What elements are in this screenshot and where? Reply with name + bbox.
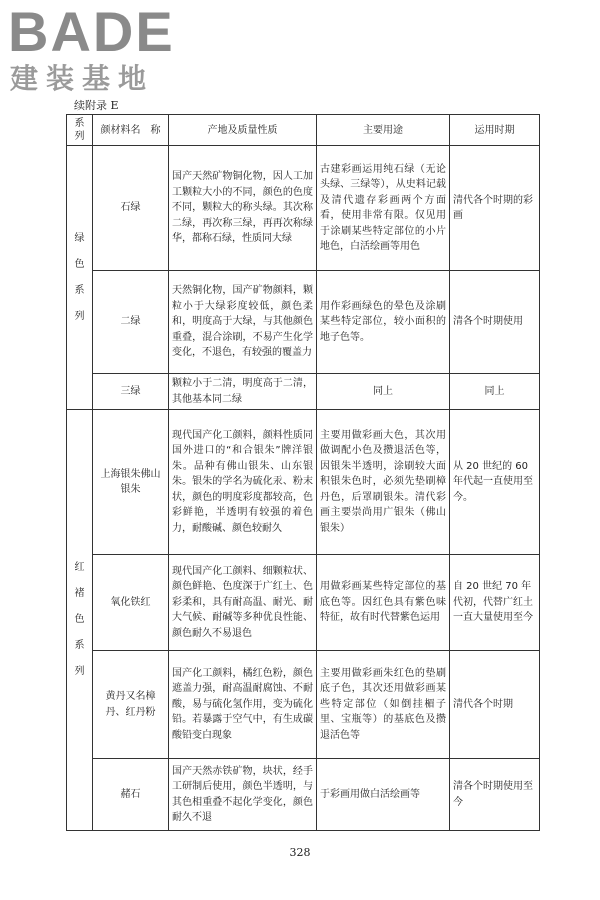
logo-brand: BADE — [8, 0, 175, 63]
header-series: 系列 — [67, 115, 93, 146]
table-row — [67, 146, 540, 271]
material-cell: 氧化铁红 — [93, 555, 169, 651]
usage-cell: 于彩画用做白活绘画等 — [317, 759, 450, 831]
table-row — [67, 651, 540, 759]
period-cell: 清各个时期使用 — [450, 271, 540, 374]
period-cell: 清代各个时期 — [450, 651, 540, 759]
material-cell: 黄丹又名樟丹、红丹粉 — [93, 651, 169, 759]
series-cell-red — [67, 410, 93, 831]
series-cell-green — [67, 146, 93, 410]
table-row — [67, 271, 540, 374]
usage-cell: 主要用做彩画大色，其次用做调配小色及攒退活色等，因银朱半透明，涂刷较大面积银朱色时，必须先垫刷樟丹色，后罩刷银朱。清代彩画主要崇尚用广银朱（佛山银朱） — [317, 410, 450, 555]
usage-cell: 同上 — [317, 374, 450, 410]
period-cell: 清各个时期使用至今 — [450, 759, 540, 831]
material-cell: 石绿 — [93, 146, 169, 271]
usage-cell: 主要用做彩画朱红色的垫刷底子色，其次还用做彩画某些特定部位（如倒挂楣子里、宝瓶等）的基底色及攒退活色等 — [317, 651, 450, 759]
table-row — [67, 410, 540, 555]
appendix-caption: 续附录 E — [74, 99, 119, 112]
period-cell: 清代各个时期的彩画 — [450, 146, 540, 271]
origin-cell: 现代国产化工颜料、细颗粒状、颜色鲜艳、色度深于广红土、色彩柔和，具有耐高温、耐光、耐大气候、耐碱等多种优良性能、颜色耐久不易退色 — [169, 555, 317, 651]
usage-cell: 用做彩画某些特定部位的基底色等。因红色具有紫色味特征，故有时代替紫色运用 — [317, 555, 450, 651]
table-row — [67, 759, 540, 831]
header-period: 运用时期 — [450, 115, 540, 146]
origin-cell: 国产天然赤铁矿物，块状，经手工研制后使用，颜色半透明，与其色相重叠不起化学变化，颜色耐久不退 — [169, 759, 317, 831]
material-cell: 赭石 — [93, 759, 169, 831]
material-cell: 二绿 — [93, 271, 169, 374]
table-row — [67, 555, 540, 651]
material-cell: 三绿 — [93, 374, 169, 410]
origin-cell: 天然铜化物，国产矿物颜料，颗粒小于大绿彩度较低，颜色柔和，明度高于大绿，与其他颜色重叠，混合涂刷，不易产生化学变化，不退色，有较强的覆盖力 — [169, 271, 317, 374]
period-cell: 从 20 世纪的 60 年代起一直使用至今。 — [450, 410, 540, 555]
origin-cell: 国产化工颜料，橘红色粉，颜色遮盖力强，耐高温耐腐蚀、不耐酸，易与硫化氢作用，变为硫化铅。若暴露于空气中，有生成碳酸铅变白现象 — [169, 651, 317, 759]
table-row — [67, 374, 540, 410]
header-origin: 产地及质量性质 — [169, 115, 317, 146]
logo-subtitle: 建装基地 — [10, 62, 155, 95]
period-cell: 自 20 世纪 70 年代初，代替广红土一直大量使用至今 — [450, 555, 540, 651]
usage-cell: 古建彩画运用纯石绿（无论头绿、三绿等），从史料记载及清代遗存彩画两个方面看，使用非常有限。仅见用于涂刷某些特定部位的小片地色，白活绘画等用色 — [317, 146, 450, 271]
logo — [8, 0, 188, 100]
period-cell: 同上 — [450, 374, 540, 410]
origin-cell: 现代国产化工颜料，颜料性质同国外进口的“和合银朱”牌洋银朱。品种有佛山银朱、山东银朱。银朱的学名为硫化汞、粉末状，颜色的明度彩度都较高，色彩鲜艳，半透明有较强的着色力，耐酸碱、颜色较耐久 — [169, 410, 317, 555]
usage-cell: 用作彩画绿色的晕色及涂刷某些特定部位，较小面积的地子色等。 — [317, 271, 450, 374]
origin-cell: 国产天然矿物铜化物，因人工加工颗粒大小的不同，颜色的色度不同，颗粒大的称头绿。其次称二绿，再次称三绿，再再次称绿华，都称石绿，性质同大绿 — [169, 146, 317, 271]
table-header-row — [67, 115, 540, 146]
page-number: 328 — [289, 846, 311, 859]
header-usage: 主要用途 — [317, 115, 450, 146]
series-label: 绿色系列 — [74, 232, 85, 322]
pigment-table — [66, 114, 540, 831]
series-label: 红褚色系列 — [74, 562, 85, 677]
origin-cell: 颗粒小于二清，明度高于二清，其他基本同二绿 — [169, 374, 317, 410]
header-material: 颜材料名 称 — [93, 115, 169, 146]
material-cell: 上海银朱佛山银朱 — [93, 410, 169, 555]
